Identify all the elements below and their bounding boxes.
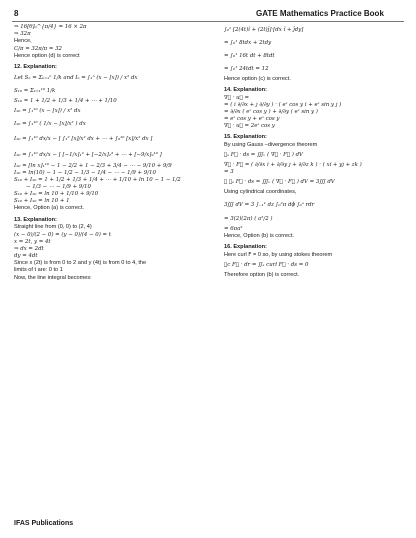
header-rule — [12, 21, 404, 22]
equation-line: − 1/3 − ⋯ − 1/9 + 9/10 — [26, 184, 91, 190]
equation-line: I₁₀ = ∫₁¹⁰ ( 1/x − [x]/x² ) dx — [14, 120, 86, 127]
equation-line: = 3(2)(2π) ( a²/2 ) — [224, 215, 273, 222]
equation-line: ∇⃗ · u⃗ = — [224, 94, 250, 101]
equation-line: ∫₀¹ [2(4t)î + (2t)ĵ]·[dx î + ĵdy] — [224, 27, 304, 33]
equation-line: I₁₀ = ∫₁¹⁰ dx/x − [ [−1/x]₁² + [−2/x]₂³ + ⋯ + [−9/x]₉¹⁰ ] — [14, 151, 162, 158]
equation-line: ∴ ∯ₛ F⃗ · ds = ∭ᵥ ( ∇⃗ · F⃗ ) dV = 3∭ dV — [224, 179, 335, 186]
equation-line: ∮c F⃗ · dr = ∬ₛ curl F⃗ · ds = 0 — [224, 262, 309, 268]
text-line: Here curl F⃗ = 0 so, by using stokes theorem — [224, 251, 333, 258]
equation-line: ⇒ 32π — [14, 31, 31, 38]
publisher-footer: IFAS Publications — [14, 520, 74, 527]
equation-line: = 6πa² — [224, 225, 243, 232]
equation-line: S₁₀ = 1 + 1/2 + 1/3 + 1/4 + ⋯ + 1/10 — [14, 97, 117, 104]
equation-line: I₁₀ = ∫₁¹⁰ (x − [x]) / x² dx — [14, 107, 81, 114]
equation-line: I₁₀ = [ln x]₁¹⁰ − 1 − 2/2 + 1 − 2/3 + 3/4 − ⋯ − 9/10 + 9/9 — [14, 162, 172, 169]
equation-line: ∇⃗ · u⃗ = 2eˣ cos y — [224, 123, 275, 130]
equation-line: = 3 — [224, 169, 234, 176]
text-line: Using cylindrical coordinates, — [224, 189, 297, 196]
equation-line: C/π = 32π/π = 32 — [14, 45, 62, 52]
equation-line: ∇⃗ · F⃗ = ( ∂/∂x î + ∂/∂y ĵ + ∂/∂z k̂ ) · ( xî + yĵ + zk̂ ) — [224, 162, 362, 169]
equation-line: 3∭ dV = 3 ∫₋₁¹ dz ∫₀²π dϕ ∫₀ᵃ rdr — [224, 201, 315, 208]
text-line: Now, the line integral becomes: — [14, 274, 92, 281]
equation-line: ∯ₛ F⃗ · ds = ∭ᵥ ( ∇⃗ · F⃗ ) dV — [224, 152, 303, 159]
equation-line: = ( î ∂/∂x + ĵ ∂/∂y ) · ( eˣ cos y î + eˣ sin y ĵ ) — [224, 101, 342, 108]
equation-line: = eˣ cos y + eˣ cos y — [224, 116, 280, 123]
equation-line: S₁₀ + I₁₀ = ln 10 + 1 — [14, 198, 70, 205]
equation-line: S₁₀ + I₁₀ = ln 10 + 1/10 + 9/10 — [14, 191, 99, 198]
equation-line: I₁₀ = ln(10) − 1 − 1/2 − 1/3 − 1/4 − ⋯ − 1/9 + 9/10 — [14, 169, 156, 176]
equation-line: I₁₀ = ∫₁¹⁰ dx/x − [ ∫₁² [x]/x² dx + ⋯ + ∫₉¹⁰ [x]/x² dx ] — [14, 135, 153, 142]
equation-line: dy = 4dt — [14, 252, 38, 259]
text-line: Since x (2t) is from 0 to 2 and y (4t) is from 0 to 4, the — [14, 260, 147, 266]
text-line: Hence option (c) is correct. — [224, 76, 291, 82]
equation-line: = ∂/∂x ( eˣ cos y ) + ∂/∂y ( eˣ sin y ) — [224, 109, 318, 115]
section-heading: 14. Explanation: — [224, 87, 267, 94]
text-line: limits of t are: 0 to 1 — [14, 267, 63, 274]
equation-line: Let Sₙ = Σₖ₌₁ⁿ 1/k and Iₙ = ∫₁ⁿ (x − [x]) / x² dx — [14, 74, 138, 81]
right-column — [224, 24, 410, 279]
text-line: Hence, Option (b) is correct. — [224, 232, 294, 239]
section-heading: 12. Explanation: — [14, 64, 57, 71]
text-line: Hence, — [14, 38, 32, 45]
equation-line: = ∫₀¹ 8tdx + 2tdy — [224, 40, 272, 46]
text-line: Hence option (d) is correct — [14, 52, 80, 59]
equation-line: ⇒ 16[θ]₀^{π/4} = 16 × 2π — [14, 24, 87, 30]
text-line: Straight line from (0, 0) to (2, 4) — [14, 224, 92, 231]
text-line: By using Gauss –divergence theorem — [224, 141, 318, 148]
text-line: Therefore option (b) is correct. — [224, 272, 300, 278]
section-heading: 13. Explanation: — [14, 216, 57, 223]
equation-line: (x − 0)/(2 − 0) = (y − 0)/(4 − 0) = t — [14, 231, 111, 238]
book-title: GATE Mathematics Practice Book — [256, 9, 384, 18]
equation-line: = ∫₀¹ 16t dt + 8tdt — [224, 53, 275, 59]
equation-line: S₁₀ = Σₖ₌₁¹⁰ 1/k — [14, 87, 56, 94]
left-column — [14, 24, 200, 282]
equation-line: = ∫₀¹ 24tdt = 12 — [224, 66, 269, 72]
section-heading: 16. Explanation: — [224, 244, 267, 251]
text-line: Hence, Option (a) is correct. — [14, 205, 84, 212]
equation-line: S₁₀ + I₁₀ = 1 + 1/2 + 1/3 + 1/4 + ⋯ + 1/10 + ln 10 − 1 − 1/2 — [14, 176, 181, 183]
equation-line: ⇒ dx = 2dt — [14, 245, 44, 252]
page-number: 8 — [14, 9, 19, 18]
equation-line: x = 2t, y = 4t — [14, 238, 51, 245]
section-heading: 15. Explanation: — [224, 134, 267, 141]
